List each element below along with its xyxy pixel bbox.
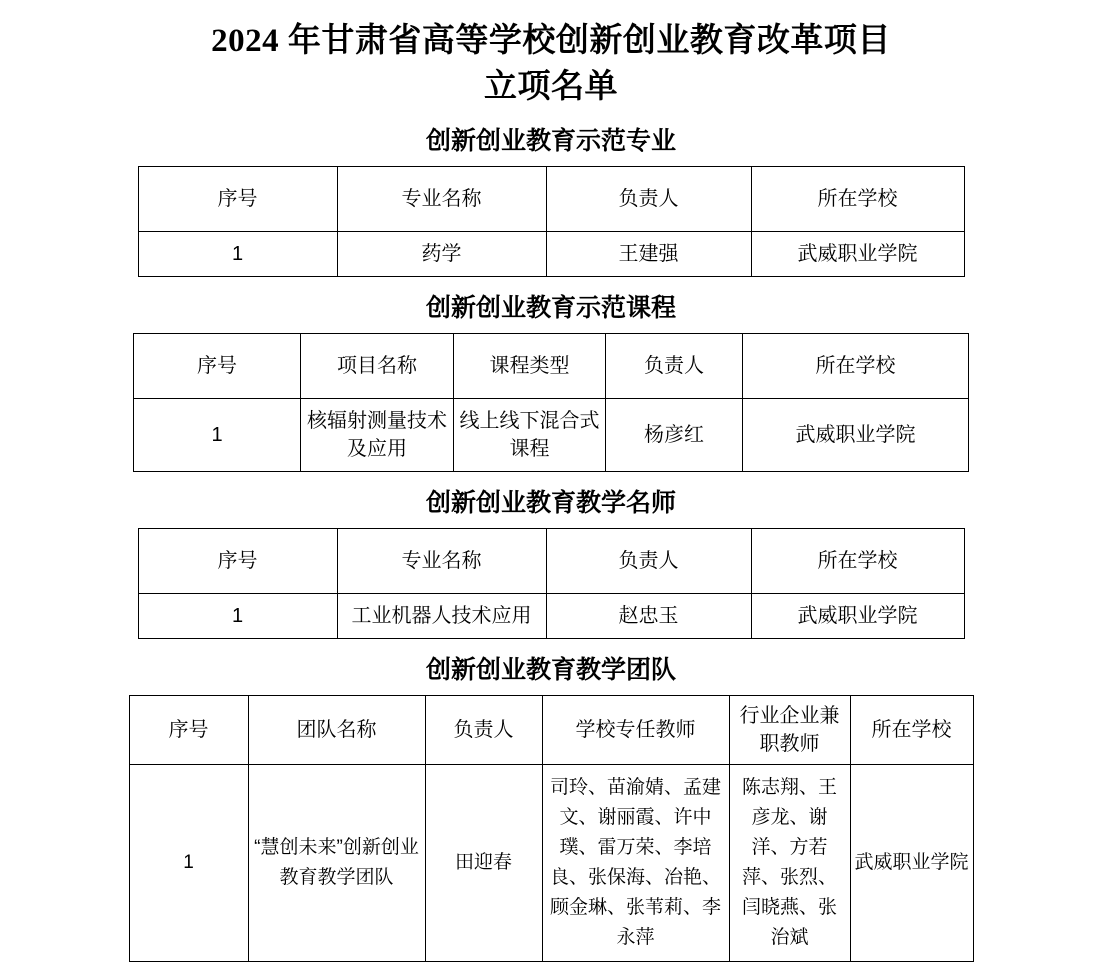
cell-school: 武威职业学院 xyxy=(751,232,964,277)
section-heading-4: 创新创业教育教学团队 xyxy=(425,656,676,684)
column-header: 所在学校 xyxy=(751,167,964,232)
column-header: 专业名称 xyxy=(337,167,546,232)
table-demonstration-major xyxy=(138,166,965,277)
cell-index: 1 xyxy=(134,399,301,472)
column-header: 团队名称 xyxy=(248,696,425,765)
table-demonstration-course xyxy=(133,333,969,472)
column-header: 负责人 xyxy=(606,334,743,399)
column-header: 课程类型 xyxy=(454,334,606,399)
cell-school: 武威职业学院 xyxy=(850,765,973,962)
cell-leader: 田迎春 xyxy=(425,765,542,962)
column-header: 所在学校 xyxy=(743,334,969,399)
column-header: 序号 xyxy=(134,334,301,399)
column-header: 项目名称 xyxy=(301,334,454,399)
column-header: 负责人 xyxy=(546,529,751,594)
cell-index: 1 xyxy=(138,232,337,277)
column-header: 所在学校 xyxy=(850,696,973,765)
cell-school: 武威职业学院 xyxy=(743,399,969,472)
cell-index: 1 xyxy=(138,594,337,639)
cell-major-name: 工业机器人技术应用 xyxy=(337,594,546,639)
table-row xyxy=(138,594,964,639)
table-teaching-master xyxy=(138,528,965,639)
cell-index: 1 xyxy=(129,765,248,962)
cell-major-name: 药学 xyxy=(337,232,546,277)
cell-course-type: 线上线下混合式课程 xyxy=(454,399,606,472)
section-heading-1: 创新创业教育示范专业 xyxy=(425,127,676,155)
column-header: 所在学校 xyxy=(751,529,964,594)
table-header-row xyxy=(138,529,964,594)
column-header: 负责人 xyxy=(425,696,542,765)
column-header: 序号 xyxy=(129,696,248,765)
column-header: 专业名称 xyxy=(337,529,546,594)
cell-leader: 王建强 xyxy=(546,232,751,277)
column-header: 学校专任教师 xyxy=(542,696,729,765)
page-title xyxy=(80,18,1022,110)
table-teaching-team xyxy=(129,695,974,962)
table-header-row xyxy=(129,696,973,765)
table-row xyxy=(138,232,964,277)
page-title-line-1: 2024 年甘肃省高等学校创新创业教育改革项目 xyxy=(211,23,891,59)
column-header: 负责人 xyxy=(546,167,751,232)
cell-project-name: 核辐射测量技术及应用 xyxy=(301,399,454,472)
cell-industry-teachers: 陈志翔、王彦龙、谢洋、方若萍、张烈、闫晓燕、张治斌 xyxy=(729,765,850,962)
section-heading-2: 创新创业教育示范课程 xyxy=(425,294,676,322)
page-title-line-2: 立项名单 xyxy=(484,69,618,105)
cell-school-teachers: 司玲、苗渝婧、孟建文、谢丽霞、许中璞、雷万荣、李培良、张保海、冶艳、顾金琳、张苇莉、李永萍 xyxy=(542,765,729,962)
cell-leader: 杨彦红 xyxy=(606,399,743,472)
section-heading-3: 创新创业教育教学名师 xyxy=(425,489,676,517)
table-row xyxy=(129,765,973,962)
column-header: 行业企业兼职教师 xyxy=(729,696,850,765)
column-header: 序号 xyxy=(138,167,337,232)
table-header-row xyxy=(138,167,964,232)
table-row xyxy=(134,399,969,472)
cell-team-name: “慧创未来”创新创业教育教学团队 xyxy=(248,765,425,962)
table-header-row xyxy=(134,334,969,399)
cell-school: 武威职业学院 xyxy=(751,594,964,639)
column-header: 序号 xyxy=(138,529,337,594)
cell-leader: 赵忠玉 xyxy=(546,594,751,639)
